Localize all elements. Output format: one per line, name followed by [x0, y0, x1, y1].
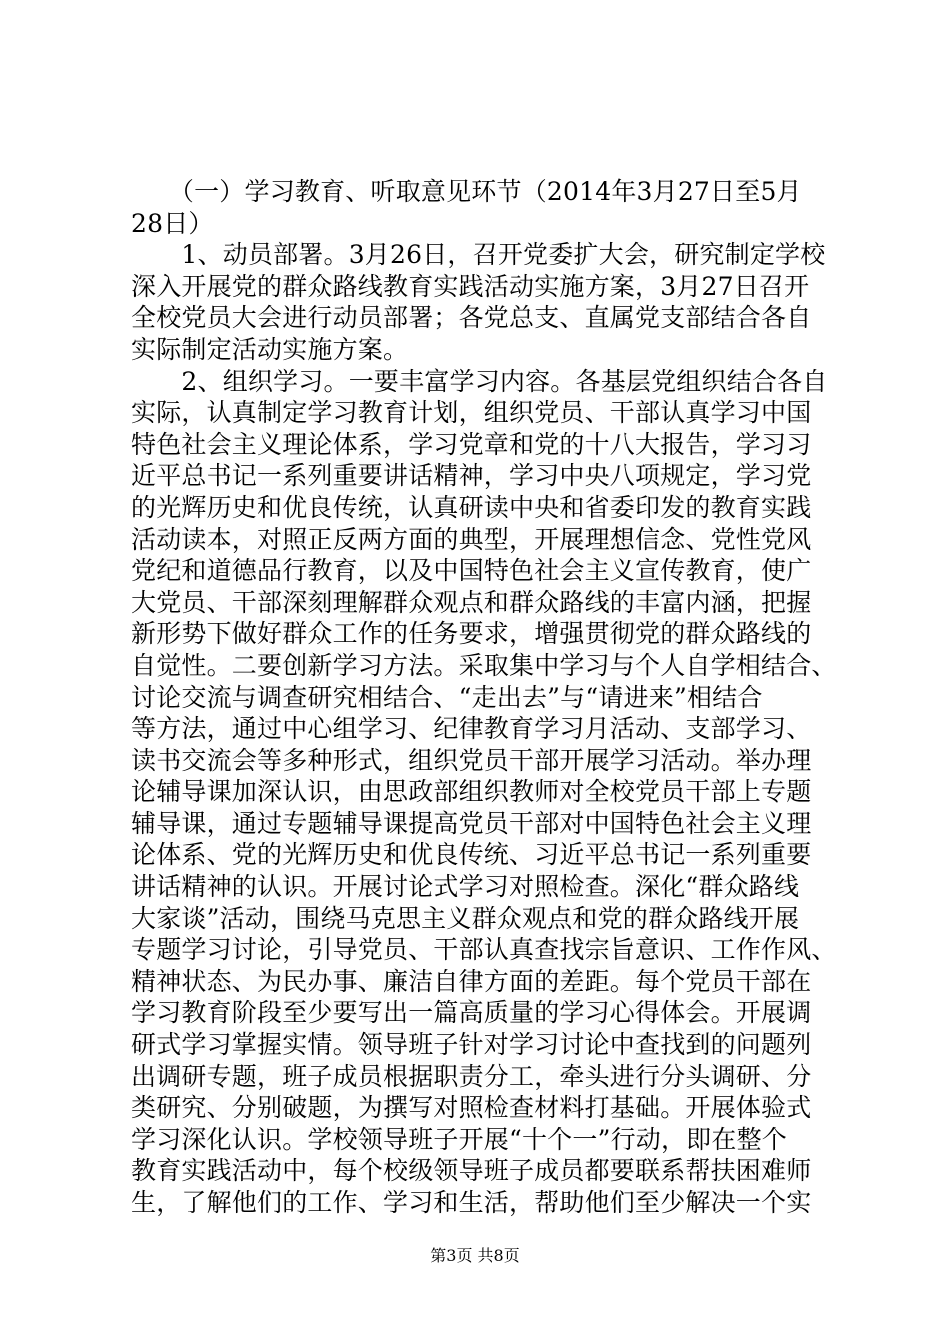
- text-line: 大党员、干部深刻理解群众观点和群众路线的丰富内涵，把握: [131, 587, 812, 617]
- text-line: 类研究、分别破题，为撰写对照检查材料打基础。开展体验式: [131, 1093, 812, 1123]
- text-line: 学习深化认识。学校领导班子开展“十个一”行动，即在整个: [131, 1124, 787, 1154]
- text-line: 深入开展党的群众路线教育实践活动实施方案，3月27日召开: [131, 271, 810, 301]
- text-line: 专题学习讨论，引导党员、干部认真查找宗旨意识、工作作风、: [131, 935, 837, 965]
- text-line: 论体系、党的光辉历史和优良传统、习近平总书记一系列重要: [131, 840, 812, 870]
- text-line: 特色社会主义理论体系，学习党章和党的十八大报告，学习习: [131, 429, 812, 459]
- text-line: 论辅导课加深认识，由思政部组织教师对全校党员干部上专题: [131, 777, 812, 807]
- text-line: 出调研专题，班子成员根据职责分工，牵头进行分头调研、分: [131, 1061, 812, 1091]
- document-body: [131, 176, 837, 1219]
- text-line: 1、动员部署。3月26日，召开党委扩大会，研究制定学校: [131, 240, 826, 270]
- text-line: 近平总书记一系列重要讲话精神，学习中央八项规定，学习党: [131, 461, 812, 491]
- text-line: 生，了解他们的工作、学习和生活，帮助他们至少解决一个实: [131, 1188, 812, 1217]
- text-line: 讨论交流与调查研究相结合、“走出去”与“请进来”相结合: [131, 682, 763, 712]
- text-line: 的光辉历史和优良传统，认真研读中央和省委印发的教育实践: [131, 492, 812, 522]
- text-line: 读书交流会等多种形式，组织党员干部开展学习活动。举办理: [131, 745, 812, 775]
- text-line: 党纪和道德品行教育，以及中国特色社会主义宣传教育，使广: [131, 556, 812, 586]
- text-line: （一）学习教育、听取意见环节（2014年3月27日至5月: [131, 177, 802, 206]
- text-line: 新形势下做好群众工作的任务要求，增强贯彻党的群众路线的: [131, 619, 812, 649]
- text-line: 自觉性。二要创新学习方法。采取集中学习与个人自学相结合、: [131, 650, 837, 680]
- text-line: 研式学习掌握实情。领导班子针对学习讨论中查找到的问题列: [131, 1030, 812, 1060]
- text-line: 实际，认真制定学习教育计划，组织党员、干部认真学习中国: [131, 398, 812, 428]
- text-line: 活动读本，对照正反两方面的典型，开展理想信念、党性党风: [131, 524, 812, 554]
- text-line: 28日）: [131, 208, 214, 238]
- text-line: 2、组织学习。一要丰富学习内容。各基层党组织结合各自: [131, 366, 828, 396]
- text-line: 教育实践活动中，每个校级领导班子成员都要联系帮扶困难师: [131, 1156, 812, 1186]
- text-line: 辅导课，通过专题辅导课提高党员干部对中国特色社会主义理: [131, 808, 812, 838]
- text-line: 等方法，通过中心组学习、纪律教育学习月活动、支部学习、: [131, 714, 812, 744]
- text-line: 全校党员大会进行动员部署；各党总支、直属党支部结合各自: [131, 303, 812, 333]
- text-line: 精神状态、为民办事、廉洁自律方面的差距。每个党员干部在: [131, 966, 812, 996]
- text-line: 大家谈”活动，围绕马克思主义群众观点和党的群众路线开展: [131, 903, 800, 933]
- text-line: 实际制定活动实施方案。: [131, 334, 409, 364]
- page-number-footer: 第3页 共8页: [430, 1246, 520, 1265]
- text-line: 讲话精神的认识。开展讨论式学习对照检查。深化“群众路线: [131, 872, 800, 902]
- text-line: 学习教育阶段至少要写出一篇高质量的学习心得体会。开展调: [131, 998, 812, 1028]
